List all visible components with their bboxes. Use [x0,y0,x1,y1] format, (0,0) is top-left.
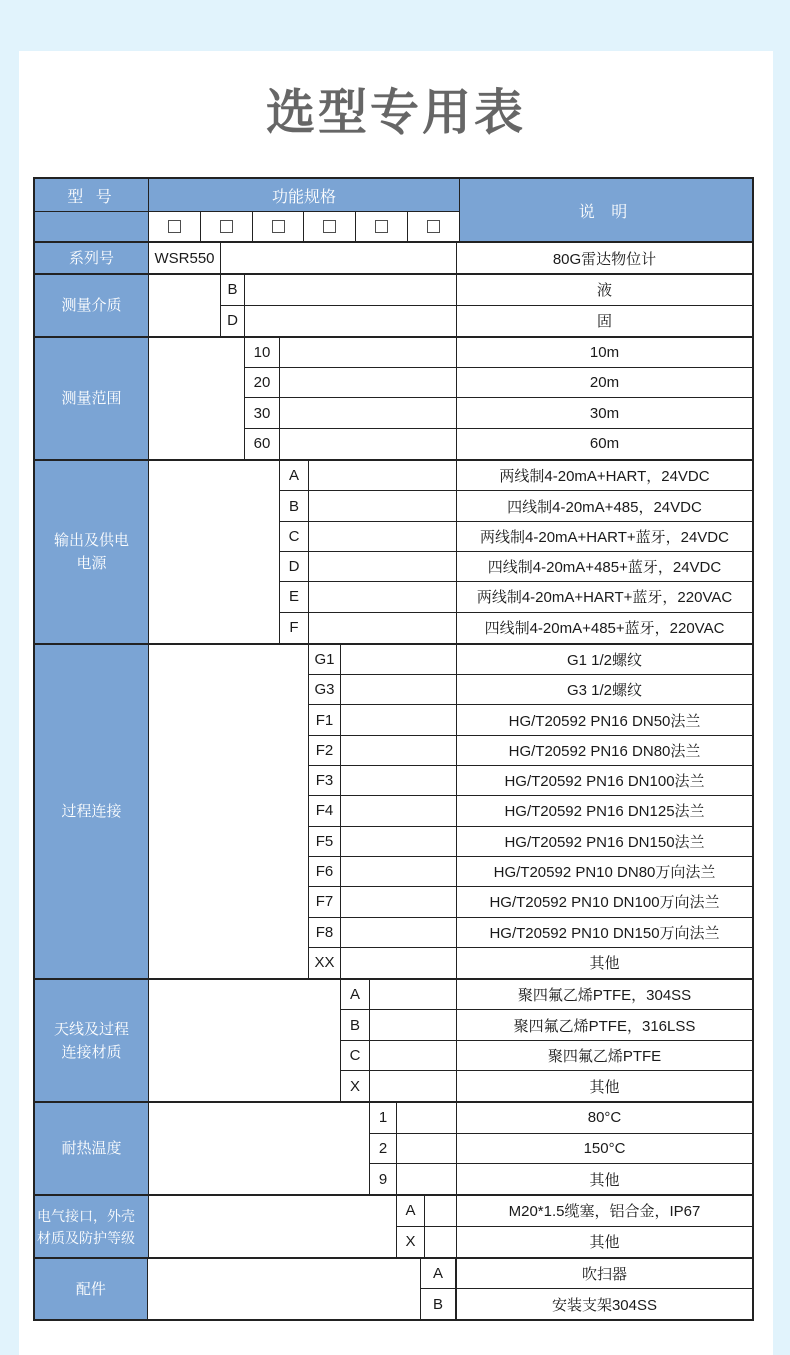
option-row [421,1289,752,1319]
option-spacer-cell [370,1041,456,1070]
option-description-cell: 10m [456,338,752,367]
content-card [19,51,773,1355]
option-spacer-cell [341,857,456,886]
option-description-cell: G1 1/2螺纹 [456,645,752,674]
option-spacer-cell [341,948,456,978]
header-model-label: 型 号 [35,179,148,212]
option-description-cell: 两线制4-20mA+HART+蓝牙，220VAC [456,582,752,611]
option-code-cell: A [397,1196,425,1225]
section-rows [245,338,752,459]
section-label-line: 系列号 [68,249,114,267]
option-description-cell: M20*1.5缆塞，铝合金，IP67 [456,1196,752,1225]
option-description-cell: HG/T20592 PN16 DN125法兰 [456,796,752,825]
option-code-cell: F7 [309,887,341,916]
option-row [309,675,752,705]
checkbox-icon[interactable] [168,220,181,233]
option-code-cell: X [397,1227,425,1257]
option-description-cell: 四线制4-20mA+485+蓝牙，220VAC [456,613,752,643]
option-row [245,338,752,368]
option-spacer-cell [341,827,456,856]
option-code-cell: D [221,306,245,336]
table-section [35,980,752,1103]
table-header [35,179,752,243]
section-rows [149,243,752,273]
code-checkbox-row [149,212,459,241]
option-spacer-cell [341,766,456,795]
table-section [35,338,752,461]
option-code-cell: 60 [245,429,280,459]
option-row [341,1071,752,1101]
option-code-cell: F3 [309,766,341,795]
option-spacer-cell [245,306,456,336]
option-code-cell: F1 [309,705,341,734]
section-label-line: 过程连接 [61,802,122,820]
option-description-cell: 聚四氟乙烯PTFE，304SS [456,980,752,1009]
option-row [280,582,752,612]
option-description-cell: 150°C [456,1134,752,1163]
option-code-cell: D [280,552,309,581]
option-row [309,918,752,948]
section-empty-cell [149,1196,397,1257]
option-spacer-cell [280,398,456,427]
option-code-cell: 9 [370,1164,397,1194]
option-description-cell: 其他 [456,948,752,978]
option-description-cell: 四线制4-20mA+485+蓝牙，24VDC [456,552,752,581]
option-description-cell: 60m [456,429,752,459]
option-row [341,1010,752,1040]
table-body [35,243,752,1319]
section-rows [221,275,752,336]
option-code-cell: 10 [245,338,280,367]
section-empty-cell [149,645,309,978]
section-label-line: 测量范围 [61,389,122,407]
section-label-line: 配件 [75,1280,106,1298]
option-row [397,1227,752,1257]
option-description-cell: HG/T20592 PN16 DN50法兰 [456,705,752,734]
option-row [309,857,752,887]
option-description-cell: 80°C [456,1103,752,1132]
option-code-cell: G1 [309,645,341,674]
option-description-cell: 两线制4-20mA+HART，24VDC [456,461,752,490]
section-label-line: 电源 [76,554,107,572]
option-row [309,766,752,796]
option-spacer-cell [341,645,456,674]
section-rows [397,1196,752,1257]
option-spacer-cell [341,918,456,947]
option-row [280,552,752,582]
section-label [35,1103,149,1194]
option-code-cell: B [221,275,245,304]
option-description-cell: G3 1/2螺纹 [456,675,752,704]
option-description-cell: 聚四氟乙烯PTFE，316LSS [456,1010,752,1039]
option-description-cell: HG/T20592 PN16 DN100法兰 [456,766,752,795]
option-spacer-cell [341,736,456,765]
header-spec-label: 功能规格 [149,179,459,212]
header-model-sub-cell [35,212,148,241]
checkbox-icon[interactable] [272,220,285,233]
option-spacer-cell [309,491,456,520]
option-code-cell: F4 [309,796,341,825]
option-row [221,275,752,305]
option-code-cell: B [421,1289,456,1319]
option-code-cell: F5 [309,827,341,856]
option-code-cell: XX [309,948,341,978]
option-spacer-cell [309,552,456,581]
section-rows [280,461,752,643]
option-description-cell: HG/T20592 PN16 DN80法兰 [456,736,752,765]
option-code-cell: WSR550 [149,243,221,273]
header-desc-label: 说 明 [460,179,752,241]
checkbox-icon[interactable] [427,220,440,233]
section-empty-cell [149,275,221,336]
option-row [309,948,752,978]
section-label [35,1196,149,1257]
section-label-line: 输出及供电 [53,531,129,549]
code-checkbox-cell [356,212,408,241]
table-section [35,243,752,275]
section-rows [370,1103,752,1194]
option-row [245,429,752,459]
section-empty-cell [149,1103,370,1194]
section-label-line: 电气接口，外壳 [37,1207,135,1224]
option-description-cell: 聚四氟乙烯PTFE [456,1041,752,1070]
option-spacer-cell [370,980,456,1009]
option-spacer-cell [280,368,456,397]
option-row [245,368,752,398]
option-code-cell: B [341,1010,370,1039]
option-spacer-cell [341,675,456,704]
option-description-cell: HG/T20592 PN10 DN80万向法兰 [456,857,752,886]
option-description-cell: HG/T20592 PN10 DN100万向法兰 [456,887,752,916]
table-section [35,1196,752,1259]
section-label [35,461,149,643]
option-row [309,796,752,826]
code-checkbox-cell [304,212,356,241]
option-description-cell: 两线制4-20mA+HART+蓝牙，24VDC [456,522,752,551]
code-checkbox-cell [201,212,253,241]
checkbox-icon[interactable] [375,220,388,233]
option-code-cell: C [280,522,309,551]
option-description-cell: HG/T20592 PN10 DN150万向法兰 [456,918,752,947]
option-row [370,1164,752,1194]
option-row [280,491,752,521]
table-section [35,275,752,338]
section-empty-cell [149,338,245,459]
section-label [35,243,149,273]
option-row [421,1259,752,1289]
option-description-cell: 吹扫器 [456,1259,752,1288]
option-code-cell: A [341,980,370,1009]
option-row [280,461,752,491]
section-label [35,275,149,336]
option-code-cell: A [280,461,309,490]
section-empty-cell [148,1259,421,1320]
option-description-cell: 安装支架304SS [456,1289,752,1319]
option-row [309,887,752,917]
section-label-line: 测量介质 [61,297,122,315]
option-code-cell: 2 [370,1134,397,1163]
option-row [309,645,752,675]
code-checkbox-cell [149,212,201,241]
option-spacer-cell [397,1103,456,1132]
option-code-cell: X [341,1071,370,1101]
section-rows [341,980,752,1101]
model-selection-table [33,177,754,1321]
option-row [245,398,752,428]
section-label [35,980,149,1101]
option-row [309,705,752,735]
table-section [35,461,752,645]
header-model-column [35,179,149,241]
section-label [35,1259,148,1320]
option-spacer-cell [341,705,456,734]
option-spacer-cell [370,1010,456,1039]
option-description-cell: 其他 [456,1071,752,1101]
option-spacer-cell [341,887,456,916]
option-code-cell: B [280,491,309,520]
option-row [309,736,752,766]
section-empty-cell [149,980,341,1101]
option-spacer-cell [221,243,456,273]
option-code-cell: 20 [245,368,280,397]
section-label-line: 天线及过程 [53,1020,129,1038]
option-description-cell: 其他 [456,1164,752,1194]
option-spacer-cell [280,429,456,459]
option-spacer-cell [370,1071,456,1101]
table-section [35,1103,752,1196]
option-spacer-cell [309,522,456,551]
option-description-cell: 30m [456,398,752,427]
option-spacer-cell [309,461,456,490]
option-spacer-cell [425,1227,456,1257]
header-spec-column [149,179,460,241]
option-code-cell: G3 [309,675,341,704]
section-rows [309,645,752,978]
option-code-cell: 30 [245,398,280,427]
option-code-cell: F8 [309,918,341,947]
section-label-line: 耐热温度 [61,1140,122,1158]
option-description-cell: 80G雷达物位计 [456,243,752,273]
code-checkbox-cell [253,212,305,241]
option-code-cell: F6 [309,857,341,886]
option-spacer-cell [341,796,456,825]
option-row [397,1196,752,1226]
page-title: 选型专用表 [265,86,526,140]
checkbox-icon[interactable] [323,220,336,233]
option-spacer-cell [280,338,456,367]
option-description-cell: 20m [456,368,752,397]
table-section [35,645,752,980]
option-spacer-cell [397,1134,456,1163]
option-row [309,827,752,857]
option-code-cell: C [341,1041,370,1070]
option-description-cell: 液 [456,275,752,304]
option-row [370,1103,752,1133]
option-description-cell: 其他 [456,1227,752,1257]
checkbox-icon[interactable] [220,220,233,233]
option-code-cell: F [280,613,309,643]
section-label-line: 材质及防护等级 [37,1229,135,1246]
option-description-cell: HG/T20592 PN16 DN150法兰 [456,827,752,856]
option-spacer-cell [309,613,456,643]
section-label [35,645,149,978]
option-spacer-cell [397,1164,456,1194]
section-label-line: 连接材质 [61,1043,122,1061]
code-checkbox-cell [408,212,459,241]
option-code-cell: F2 [309,736,341,765]
option-spacer-cell [309,582,456,611]
option-row [280,522,752,552]
option-code-cell: E [280,582,309,611]
option-row [221,306,752,336]
option-row [149,243,752,273]
option-code-cell: A [421,1259,456,1288]
option-row [341,980,752,1010]
option-row [370,1134,752,1164]
option-row [341,1041,752,1071]
option-spacer-cell [425,1196,456,1225]
section-label [35,338,149,459]
option-spacer-cell [245,275,456,304]
section-rows [421,1259,752,1320]
option-description-cell: 固 [456,306,752,336]
table-section [35,1259,752,1320]
section-empty-cell [149,461,280,643]
option-description-cell: 四线制4-20mA+485，24VDC [456,491,752,520]
option-row [280,613,752,643]
option-code-cell: 1 [370,1103,397,1132]
